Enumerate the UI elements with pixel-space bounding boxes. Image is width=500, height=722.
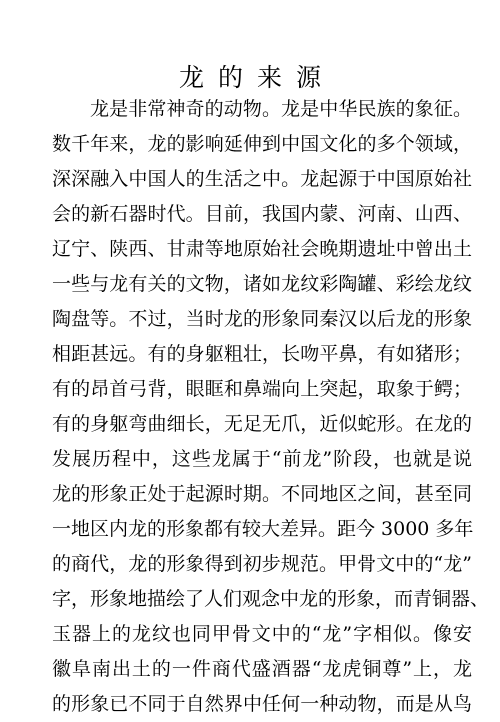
body-line: 字，形象地描绘了人们观念中龙的形象，而青铜器、	[52, 588, 490, 610]
body-line: 龙的形象正处于起源时期。不同地区之间，甚至同	[52, 483, 472, 505]
body-line: 龙是非常神奇的动物。龙是中华民族的象征。	[90, 98, 472, 120]
body-line: 的形象已不同于自然界中任何一种动物，而是从鸟	[52, 693, 472, 715]
body-line: 一些与龙有关的文物，诸如龙纹彩陶罐、彩绘龙纹	[52, 273, 472, 295]
body-line: 会的新石器时代。目前，我国内蒙、河南、山西、	[52, 203, 472, 225]
body-line: 徽阜南出土的一件商代盛酒器“龙虎铜尊”上，龙	[52, 658, 472, 680]
body-line: 发展历程中，这些龙属于“前龙”阶段，也就是说	[52, 448, 472, 470]
body-line: 相距甚远。有的身躯粗壮，长吻平鼻，有如猪形；	[52, 343, 472, 365]
document-title: 龙的来源	[178, 63, 335, 92]
body-line: 有的昂首弓背，眼眶和鼻端向上突起，取象于鳄；	[52, 378, 472, 400]
body-line: 数千年来，龙的影响延伸到中国文化的多个领域，	[52, 133, 472, 155]
body-line: 玉器上的龙纹也同甲骨文中的“龙”字相似。像安	[52, 623, 472, 645]
document-body	[52, 92, 490, 722]
body-line: 一地区内龙的形象都有较大差异。距今 3000 多年	[52, 518, 474, 540]
body-line: 陶盘等。不过，当时龙的形象同秦汉以后龙的形象	[52, 308, 472, 330]
body-line: 深深融入中国人的生活之中。龙起源于中国原始社	[52, 168, 472, 190]
body-line: 辽宁、陕西、甘肃等地原始社会晚期遗址中曾出土	[52, 238, 472, 260]
body-line: 的商代，龙的形象得到初步规范。甲骨文中的“龙”	[52, 553, 472, 575]
body-line: 有的身躯弯曲细长，无足无爪，近似蛇形。在龙的	[52, 413, 472, 435]
